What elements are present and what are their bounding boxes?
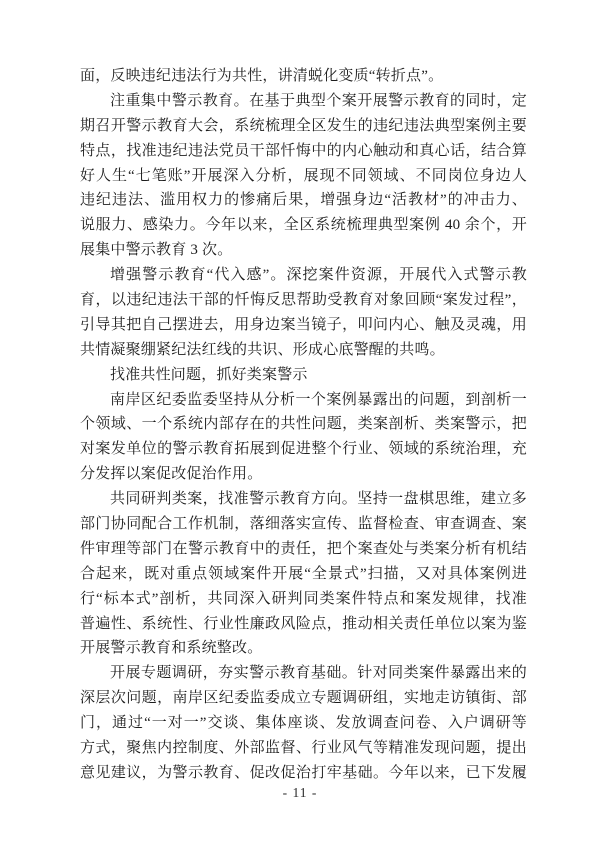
text-line: 展集中警示教育 3 次。 [80,242,233,259]
text-line: 行“标本式”剖析，共同深入研判同类案件特点和案发规律，找准 [80,590,527,607]
text-line: 开展专题调研，夯实警示教育基础。针对同类案件暴露出来的 [110,665,527,682]
text-line: 个领域、一个系统内部存在的共性问题，类案剖析、类案警示，把 [80,416,527,433]
text-line: 合起来，既对重点领域案件开展“全景式”扫描，又对具体案例进 [80,565,527,582]
text-line: 增强警示教育“代入感”。深挖案件资源，开展代入式警示教 [110,267,527,284]
text-line: 共情凝聚绷紧纪法红线的共识、形成心底警醒的共鸣。 [80,341,445,358]
text-line: 注重集中警示教育。在基于典型个案开展警示教育的同时，定 [110,92,527,109]
text-line: 好人生“七笔账”开展深入分析，展现不同领域、不同岗位身边人 [80,167,527,184]
text-line: 深层次问题，南岸区纪委监委成立专题调研组，实地走访镇街、部 [80,690,527,707]
text-line: 期召开警示教育大会，系统梳理全区发生的违纪违法典型案例主要 [80,117,527,134]
text-line: 门，通过“一对一”交谈、集体座谈、发放调查问卷、入户调研等 [80,715,527,732]
text-line: 育，以违纪违法干部的忏悔反思帮助受教育对象回顾“案发过程”， [80,292,527,309]
text-line: 引导其把自己摆进去，用身边案当镜子，叩问内心、触及灵魂，用 [80,316,527,333]
text-line: 特点，找准违纪违法党员干部忏悔中的内心触动和真心话，结合算 [80,142,527,159]
text-line: 南岸区纪委监委坚持从分析一个案例暴露出的问题，到剖析一 [110,391,527,408]
page-number: - 11 - [282,785,318,800]
text-line: 普遍性、系统性、行业性廉政风险点，推动相关责任单位以案为鉴 [80,615,527,632]
text-line: 意见建议，为警示教育、促改促治打牢基础。今年以来，已下发履 [80,764,527,781]
text-line: 部门协同配合工作机制，落细落实宣传、监督检查、审查调查、案 [80,516,527,533]
section-heading: 找准共性问题，抓好类案警示 [110,366,308,383]
text-line: 共同研判类案，找准警示教育方向。坚持一盘棋思维，建立多 [110,491,527,508]
text-line: 说服力、感染力。今年以来，全区系统梳理典型案例 40 余个，开 [80,217,527,234]
text-line: 违纪违法、滥用权力的惨痛后果，增强身边“活教材”的冲击力、 [80,192,527,209]
text-line: 对案发单位的警示教育拓展到促进整个行业、领域的系统治理，充 [80,441,527,458]
document-body [80,64,527,786]
text-line: 件审理等部门在警示教育中的责任，把个案查处与类案分析有机结 [80,540,527,557]
text-line: 方式，聚焦内控制度、外部监督、行业风气等精准发现问题，提出 [80,740,527,757]
text-line: 分发挥以案促改促治作用。 [80,466,263,483]
text-line: 面，反映违纪违法行为共性，讲清蜕化变质“转折点”。 [80,68,444,84]
text-line: 开展警示教育和系统整改。 [80,640,263,657]
